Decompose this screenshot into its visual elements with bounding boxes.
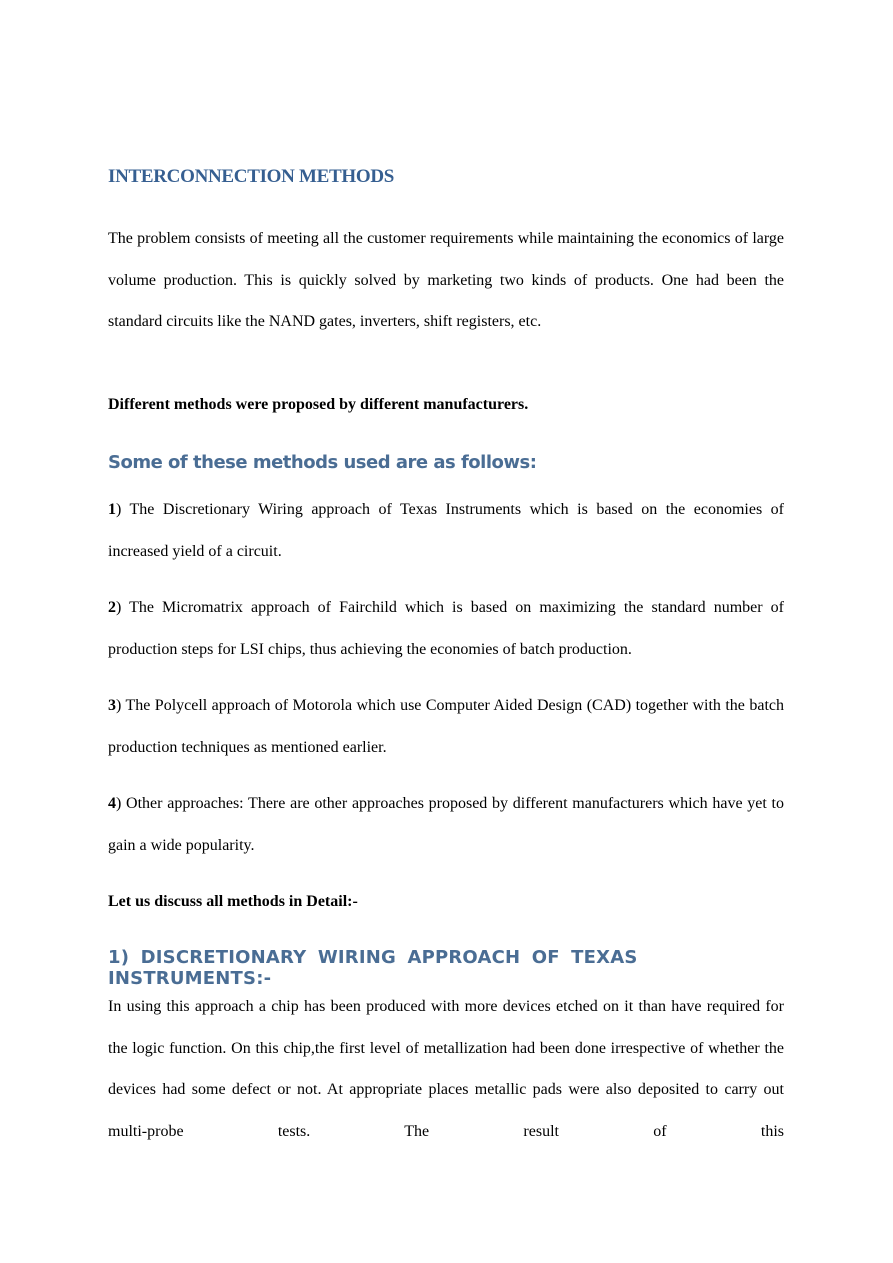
method-item-4	[108, 783, 784, 866]
method-text: ) The Polycell approach of Motorola which use Computer Aided Design (CAD) together with the batch production techniques as mentioned earlier.	[108, 697, 784, 756]
bold-statement: Different methods were proposed by different manufacturers.	[108, 396, 529, 413]
intro-paragraph: The problem consists of meeting all the customer requirements while maintaining the economics of large volume production. This is quickly solved by marketing two kinds of products. One had been the standard circuits like the NAND gates, inverters, shift registers, etc.	[108, 230, 784, 330]
method-number: 4	[108, 795, 116, 812]
section-heading: 1) DISCRETIONARY WIRING APPROACH OF TEXAS INSTRUMENTS:-	[108, 947, 638, 989]
method-text: ) The Discretionary Wiring approach of Texas Instruments which is based on the economies of increased yield of a circuit.	[108, 501, 784, 560]
method-text: ) Other approaches: There are other approaches proposed by different manufacturers which have yet to gain a wide popularity.	[108, 795, 784, 854]
methods-subheading: Some of these methods used are as follows:	[108, 452, 537, 473]
method-number: 2	[108, 599, 116, 616]
discuss-line: Let us discuss all methods in Detail:-	[108, 893, 358, 910]
method-item-3	[108, 685, 784, 768]
method-number: 1	[108, 501, 116, 518]
method-item-1	[108, 489, 784, 572]
page-title: INTERCONNECTION METHODS	[108, 166, 395, 187]
method-text: ) The Micromatrix approach of Fairchild which is based on maximizing the standard number of production steps for LSI chips, thus achieving the economies of batch production.	[108, 599, 784, 658]
method-number: 3	[108, 697, 116, 714]
section-paragraph: In using this approach a chip has been produced with more devices etched on it than have required for the logic function. On this chip,the first level of metallization had been done irrespective of whether the devices had some defect or not. At appropriate places metallic pads were also deposited to carry out multi-probe tests. The result of this	[108, 998, 784, 1140]
method-item-2	[108, 587, 784, 670]
